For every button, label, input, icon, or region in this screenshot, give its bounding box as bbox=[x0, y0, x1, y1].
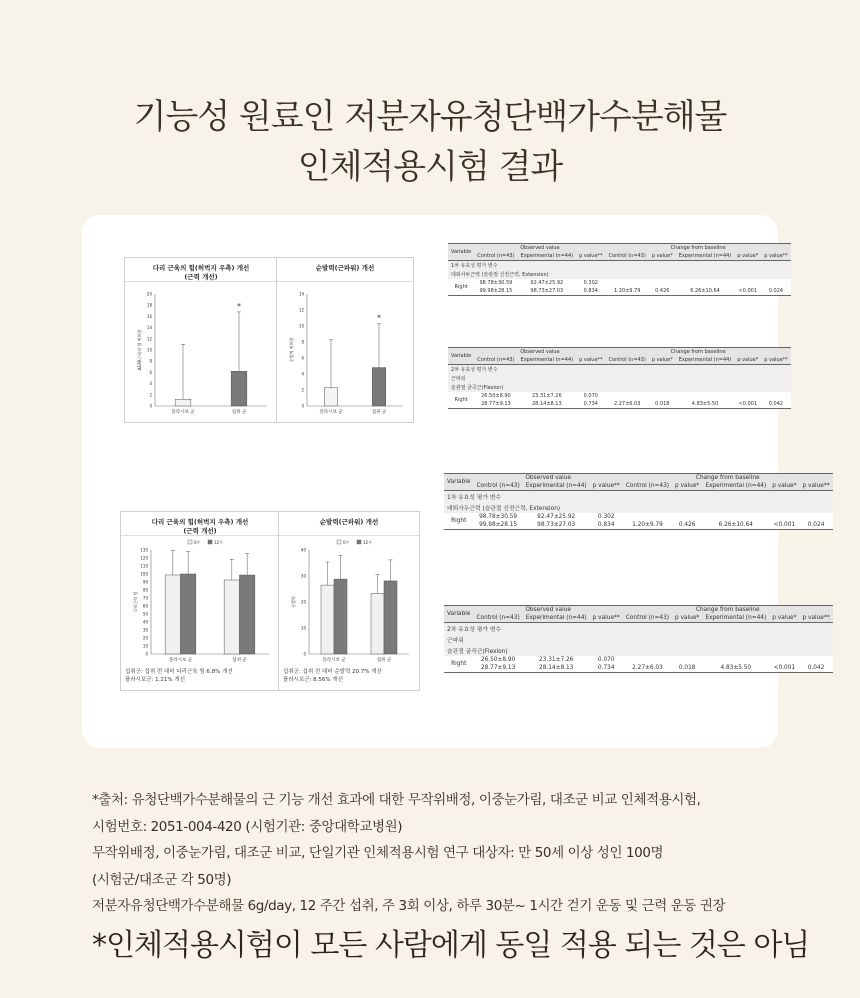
table-row: 28.77±9.13 28.14±8.13 0.734 2.27±6.03 0.018 4.83±5.50 <0.001 0.042 bbox=[444, 664, 833, 673]
y-tick-label: 50 bbox=[142, 611, 148, 617]
chart-caption: 섭취군: 섭취 전 대비 다리근육 힘 6.8% 개선 플라시보군: 1.21% 개선 bbox=[125, 669, 233, 683]
x-tick-label: 플라시보 군 bbox=[171, 410, 195, 415]
y-tick-label: 2 bbox=[149, 392, 152, 398]
bar bbox=[334, 579, 347, 654]
y-tick-label: 6 bbox=[301, 355, 304, 361]
bar bbox=[231, 371, 247, 406]
bar-chart-svg bbox=[125, 282, 277, 422]
chart-bottom-left bbox=[120, 511, 280, 691]
y-tick-label: 30 bbox=[142, 627, 148, 633]
legend-label: 0주 bbox=[343, 539, 350, 545]
table-row: Right 98.78±30.59 92.47±25.92 0.302 bbox=[451, 514, 615, 524]
chart-title: 순발력(근파워) 개선 bbox=[277, 258, 413, 282]
y-axis-label: 다리근력 힘 bbox=[133, 591, 138, 613]
y-tick-label: 40 bbox=[300, 547, 306, 553]
x-tick-label: 섭취 군 bbox=[376, 658, 392, 663]
y-tick-label: 20 bbox=[146, 291, 152, 297]
note-line: 시험번호: 2051-004-420 (시험기관: 중앙대학교병원) bbox=[92, 818, 403, 835]
y-tick-label: 12 bbox=[146, 336, 152, 342]
y-tick-label: 110 bbox=[140, 563, 148, 569]
source-notes bbox=[92, 787, 725, 920]
y-tick-label: 16 bbox=[146, 313, 152, 319]
table-row: Right 26.50±8.90 23.31±7.26 0.070 bbox=[451, 657, 615, 667]
y-tick-label: 2 bbox=[301, 387, 304, 393]
bar bbox=[224, 580, 239, 654]
legend-label: 0주 bbox=[194, 539, 201, 545]
y-tick-label: 4 bbox=[301, 371, 304, 377]
y-tick-label: 10 bbox=[146, 347, 152, 353]
x-tick-label: 플라시보 군 bbox=[322, 658, 346, 663]
y-tick-label: 14 bbox=[298, 291, 304, 297]
legend-swatch bbox=[208, 540, 212, 544]
note-line: (시험군/대조군 각 50명) bbox=[92, 871, 232, 888]
observed-header: Observed value bbox=[520, 245, 560, 251]
small-table-2: Variable Observed value Change from baseline Control (n=43) Experimental (n=44) p value** Control (n=43) p value* Experimental (n=44) p value* p value** 2차 유효성 평가 변수 근파워 슬관절 굴곡근(Flexion) Right 26.50±8.90 23.31±7.26 0.070 28.77±9.13 28.14±8.13 0.734 2.27±6.03 0.018 4.83±5.50 <0.001 0.042 bbox=[448, 347, 791, 409]
y-tick-label: 0 bbox=[303, 651, 306, 657]
title-line-2: 인체적용시험 결과 bbox=[297, 147, 563, 187]
disclaimer: *인체적용시험이 모든 사람에게 동일 적용 되는 것은 아님 bbox=[92, 928, 810, 963]
bar bbox=[165, 575, 180, 654]
significance-star: * bbox=[237, 301, 241, 311]
table-row: Right 26.50±8.90 23.31±7.26 0.070 bbox=[454, 393, 598, 403]
note-line: *출처: 유청단백가수분해물의 근 기능 개선 효과에 대한 무작위배정, 이중눈가림, 대조군 비교 인체적용시험, bbox=[92, 792, 701, 808]
bar bbox=[181, 574, 196, 654]
y-tick-label: 120 bbox=[140, 555, 148, 561]
y-tick-label: 18 bbox=[146, 302, 152, 308]
significance-star: * bbox=[377, 313, 381, 323]
page-title bbox=[0, 92, 860, 192]
legend-swatch bbox=[357, 540, 361, 544]
chart-title: 다리 근육의 힘(허벅지 우측) 개선 (근력 개선) bbox=[121, 512, 279, 536]
bar-chart-svg bbox=[279, 536, 419, 668]
y-tick-label: 100 bbox=[140, 571, 148, 577]
small-table-1: Variable Observed value Change from baseline Control (n=43) Experimental (n=44) p value** Control (n=43) p value* Experimental (n=44) p value* p value** 1차 유효성 평가 변수 대퇴사두근력 (슬관절 신전근력, Extension) Right 98.78±30.59 92.47±25.92 0.302 99.98±28.15 98.73±27.03 0.834 1.20±9.79 0.426 6.26±10.64 <0.001 0.024 bbox=[448, 243, 791, 296]
y-tick-label: 14 bbox=[146, 325, 152, 331]
legend-swatch bbox=[188, 540, 192, 544]
chart-top-right bbox=[276, 257, 414, 423]
y-tick-label: 10 bbox=[300, 625, 306, 631]
legend-swatch bbox=[337, 540, 341, 544]
x-tick-label: 섭취 군 bbox=[231, 410, 247, 415]
y-tick-label: 12 bbox=[298, 307, 304, 313]
x-tick-label: 섭취 군 bbox=[232, 658, 247, 663]
y-tick-label: 6 bbox=[149, 369, 152, 375]
table-row: 28.77±9.13 28.14±8.13 0.734 2.27±6.03 0.018 4.83±5.50 <0.001 0.042 bbox=[448, 400, 791, 409]
y-axis-label: 순발력 bbox=[291, 596, 296, 608]
y-tick-label: 10 bbox=[298, 323, 304, 329]
legend-label: 12주 bbox=[214, 539, 223, 545]
y-tick-label: 40 bbox=[142, 619, 148, 625]
bar-chart-svg bbox=[277, 282, 413, 422]
y-tick-label: 8 bbox=[149, 358, 152, 364]
bar-chart-svg bbox=[121, 536, 279, 668]
y-tick-label: 10 bbox=[142, 643, 148, 649]
x-tick-label: 플라시보 군 bbox=[168, 658, 193, 663]
legend-label: 12주 bbox=[363, 539, 372, 545]
y-tick-label: 8 bbox=[301, 339, 304, 345]
bottom-charts-panel bbox=[120, 511, 418, 689]
y-tick-label: 30 bbox=[300, 573, 306, 579]
chart-title: 다리 근육의 힘(허벅지 우측) 개선 (근력 개선) bbox=[125, 258, 277, 282]
y-tick-label: 70 bbox=[142, 595, 148, 601]
note-line: 저분자유청단백가수분해물 6g/day, 12 주간 섭취, 주 3회 이상, 하루 30분~ 1시간 걷기 운동 및 근력 운동 권장 bbox=[92, 898, 726, 914]
y-tick-label: 0 bbox=[145, 651, 148, 657]
y-tick-label: 20 bbox=[300, 599, 306, 605]
bar bbox=[321, 585, 334, 654]
y-tick-label: 60 bbox=[142, 603, 148, 609]
top-charts-panel bbox=[124, 257, 412, 421]
y-tick-label: 130 bbox=[140, 547, 148, 553]
table-row: 99.98±28.15 98.73±27.03 0.834 1.20±9.79 0.426 6.26±10.64 <0.001 0.024 bbox=[444, 521, 833, 530]
large-table-2: Variable Observed value Change from baseline Control (n=43) Experimental (n=44) p value** Control (n=43) p value* Experimental (n=44) p value* p value** 2차 유효성 평가 변수 근파워 슬관절 굴곡근(Flexion) Right 26.50±8.90 23.31±7.26 0.070 28.77±9.13 28.14±8.13 0.734 2.27±6.03 0.018 4.83±5.50 <0.001 0.042 bbox=[444, 605, 833, 673]
y-axis-label: ΔEAR근육의 힘 변화량 bbox=[137, 329, 142, 371]
chart-title: 순발력(근파워) 개선 bbox=[279, 512, 419, 536]
y-tick-label: 4 bbox=[149, 381, 152, 387]
note-line: 무작위배정, 이중눈가림, 대조군 비교, 단일기관 인체적용시험 연구 대상자: 만 50세 이상 성인 100명 bbox=[92, 845, 664, 861]
y-tick-label: 0 bbox=[149, 403, 152, 409]
large-table-1: Variable Observed value Change from baseline Control (n=43) Experimental (n=44) p value** Control (n=43) p value* Experimental (n=44) p value* p value** 1차 유효성 평가 변수 대퇴사두근력 (슬관절 신전근력, Extension) Right 98.78±30.59 92.47±25.92 0.302 99.98±28.15 98.73±27.03 0.834 1.20±9.79 0.426 6.26±10.64 <0.001 0.024 bbox=[444, 473, 833, 530]
title-line-1: 기능성 원료인 저분자유청단백가수분해물 bbox=[133, 97, 727, 137]
variable-header: Variable bbox=[451, 249, 472, 255]
change-header: Change from baseline bbox=[670, 245, 726, 251]
bar bbox=[175, 399, 191, 406]
results-card bbox=[82, 215, 830, 748]
x-tick-label: 섭취 군 bbox=[371, 410, 387, 415]
table-row: Right 98.78±30.59 92.47±25.92 0.302 bbox=[454, 280, 598, 290]
bar bbox=[240, 575, 255, 654]
chart-bottom-right bbox=[278, 511, 420, 691]
y-tick-label: 0 bbox=[301, 403, 304, 409]
y-tick-label: 90 bbox=[142, 579, 148, 585]
bar bbox=[371, 593, 384, 654]
y-tick-label: 80 bbox=[142, 587, 148, 593]
chart-top-left bbox=[124, 257, 278, 423]
table-row: 99.98±28.15 98.73±27.03 0.834 1.20±9.79 0.426 6.26±10.64 <0.001 0.024 bbox=[448, 287, 791, 296]
bar bbox=[384, 581, 397, 654]
bar bbox=[372, 368, 385, 406]
y-axis-label: 순발력 변화량 bbox=[289, 337, 294, 363]
x-tick-label: 플라시보 군 bbox=[319, 410, 343, 415]
bar bbox=[324, 388, 337, 406]
chart-caption: 섭취군: 섭취 전 대비 순발력 20.7% 개선 플라시보군: 8.56% 개선 bbox=[283, 669, 382, 683]
y-tick-label: 20 bbox=[142, 635, 148, 641]
